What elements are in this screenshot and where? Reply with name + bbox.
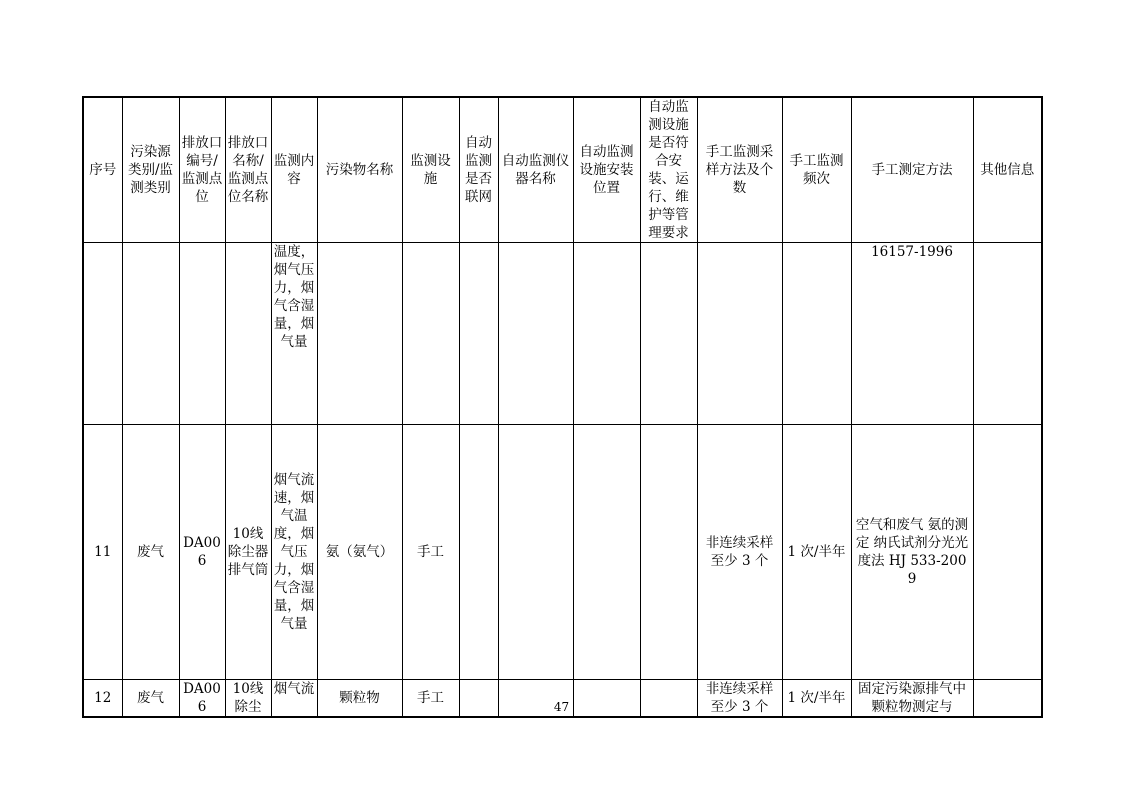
header-facility: 监测设施	[402, 97, 459, 243]
header-content: 监测内容	[271, 97, 317, 243]
cell-category: 废气	[122, 680, 179, 718]
cell-content: 温度，烟气压力，烟气含湿量，烟气量	[271, 243, 317, 425]
header-outlet-name: 排放口名称/监测点位名称	[225, 97, 271, 243]
header-outlet-no: 排放口编号/监测点位	[179, 97, 225, 243]
cell-sampling: 非连续采样 至少 3 个	[697, 680, 782, 718]
header-networked: 自动监测是否联网	[459, 97, 498, 243]
header-frequency: 手工监测频次	[782, 97, 851, 243]
cell-seq	[83, 243, 122, 425]
header-category: 污染源类别/监测类别	[122, 97, 179, 243]
header-seq: 序号	[83, 97, 122, 243]
cell-frequency: 1 次/半年	[782, 425, 851, 680]
cell-compliant	[640, 425, 697, 680]
header-install-pos: 自动监测设施安装位置	[573, 97, 640, 243]
header-method: 手工测定方法	[851, 97, 973, 243]
cell-other	[973, 425, 1042, 680]
cell-networked	[459, 425, 498, 680]
cell-networked	[459, 243, 498, 425]
cell-pollutant: 氨（氨气）	[317, 425, 402, 680]
cell-facility: 手工	[402, 680, 459, 718]
cell-seq: 12	[83, 680, 122, 718]
header-instrument: 自动监测仪器名称	[498, 97, 573, 243]
cell-outlet-name: 10线除尘	[225, 680, 271, 718]
cell-method: 16157-1996	[851, 243, 973, 425]
monitoring-table	[82, 96, 1043, 718]
cell-facility: 手工	[402, 425, 459, 680]
cell-sampling: 非连续采样 至少 3 个	[697, 425, 782, 680]
cell-install-pos	[573, 425, 640, 680]
cell-instrument	[498, 243, 573, 425]
cell-pollutant: 颗粒物	[317, 680, 402, 718]
cell-instrument	[498, 425, 573, 680]
cell-outlet-no: DA006	[179, 680, 225, 718]
header-sampling: 手工监测采样方法及个数	[697, 97, 782, 243]
cell-sampling	[697, 243, 782, 425]
header-row	[83, 97, 1042, 243]
cell-method: 空气和废气 氨的测定 纳氏试剂分光光度法 HJ 533-2009	[851, 425, 973, 680]
header-other: 其他信息	[973, 97, 1042, 243]
cell-frequency: 1 次/半年	[782, 680, 851, 718]
cell-pollutant	[317, 243, 402, 425]
cell-outlet-no: DA006	[179, 425, 225, 680]
cell-content: 烟气流速，烟气温度，烟气压力，烟气含湿量，烟气量	[271, 425, 317, 680]
table-row	[83, 243, 1042, 425]
cell-install-pos	[573, 243, 640, 425]
cell-compliant	[640, 243, 697, 425]
header-pollutant: 污染物名称	[317, 97, 402, 243]
cell-seq: 11	[83, 425, 122, 680]
cell-outlet-name	[225, 243, 271, 425]
table-row	[83, 425, 1042, 680]
cell-outlet-no	[179, 243, 225, 425]
cell-outlet-name: 10线除尘器排气筒	[225, 425, 271, 680]
cell-method: 固定污染源排气中颗粒物测定与	[851, 680, 973, 718]
cell-facility	[402, 243, 459, 425]
cell-category: 废气	[122, 425, 179, 680]
cell-category	[122, 243, 179, 425]
cell-other	[973, 243, 1042, 425]
page-number: 47	[553, 700, 570, 714]
cell-content: 烟气流	[271, 680, 317, 718]
cell-frequency	[782, 243, 851, 425]
header-compliant: 自动监测设施是否符合安装、运行、维护等管理要求	[640, 97, 697, 243]
